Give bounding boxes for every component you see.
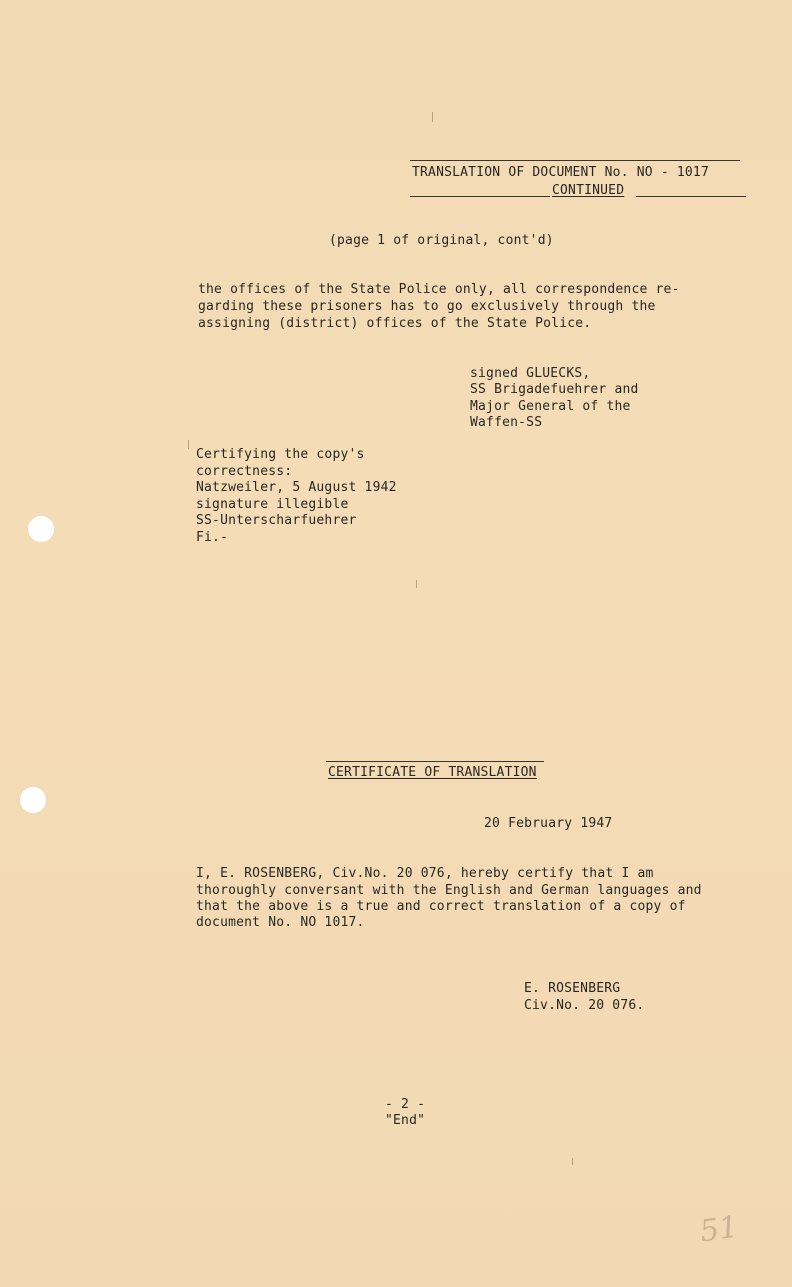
signature-line: Major General of the <box>470 399 631 414</box>
certificate-top-rule <box>326 761 544 762</box>
body-line: assigning (district) offices of the State Police. <box>198 316 592 331</box>
paper-speck <box>188 440 189 449</box>
certification-line: signature illegible <box>196 497 349 512</box>
certification-line: SS-Unterscharfuehrer <box>196 513 357 528</box>
page-number: - 2 - <box>385 1097 426 1112</box>
pencil-page-note: 51 <box>697 1209 741 1250</box>
signature-line: SS Brigadefuehrer and <box>470 382 639 397</box>
certificate-date: 20 February 1947 <box>484 816 613 831</box>
header-top-rule <box>410 160 740 161</box>
punch-hole-bottom <box>20 787 46 813</box>
paper-speck <box>572 1158 573 1165</box>
certification-line: Certifying the copy's <box>196 447 365 462</box>
header-title: TRANSLATION OF DOCUMENT No. NO - 1017 <box>412 165 709 180</box>
body-line: the offices of the State Police only, all correspondence re- <box>198 282 680 297</box>
signature-line: signed GLUECKS, <box>470 366 591 381</box>
certificate-signer-civ: Civ.No. 20 076. <box>524 998 645 1013</box>
certificate-line: document No. NO 1017. <box>196 915 365 930</box>
certification-line: Natzweiler, 5 August 1942 <box>196 480 397 495</box>
certificate-line: that the above is a true and correct translation of a copy of <box>196 899 686 914</box>
header-bottom-rule-left <box>410 196 550 197</box>
certificate-signer-name: E. ROSENBERG <box>524 981 621 996</box>
punch-hole-top <box>28 516 54 542</box>
body-line: garding these prisoners has to go exclusively through the <box>198 299 656 314</box>
certification-line: Fi.- <box>196 530 229 545</box>
end-mark: "End" <box>385 1113 426 1128</box>
paper-speck <box>416 580 417 588</box>
certificate-title: CERTIFICATE OF TRANSLATION <box>328 765 537 780</box>
header-bottom-rule-right <box>636 196 746 197</box>
certification-line: correctness: <box>196 464 293 479</box>
signature-line: Waffen-SS <box>470 415 543 430</box>
certificate-line: thoroughly conversant with the English and German languages and <box>196 883 702 898</box>
certificate-line: I, E. ROSENBERG, Civ.No. 20 076, hereby certify that I am <box>196 866 654 881</box>
page-reference: (page 1 of original, cont'd) <box>329 233 554 248</box>
paper-speck <box>432 112 433 122</box>
header-continued: CONTINUED <box>552 183 625 198</box>
